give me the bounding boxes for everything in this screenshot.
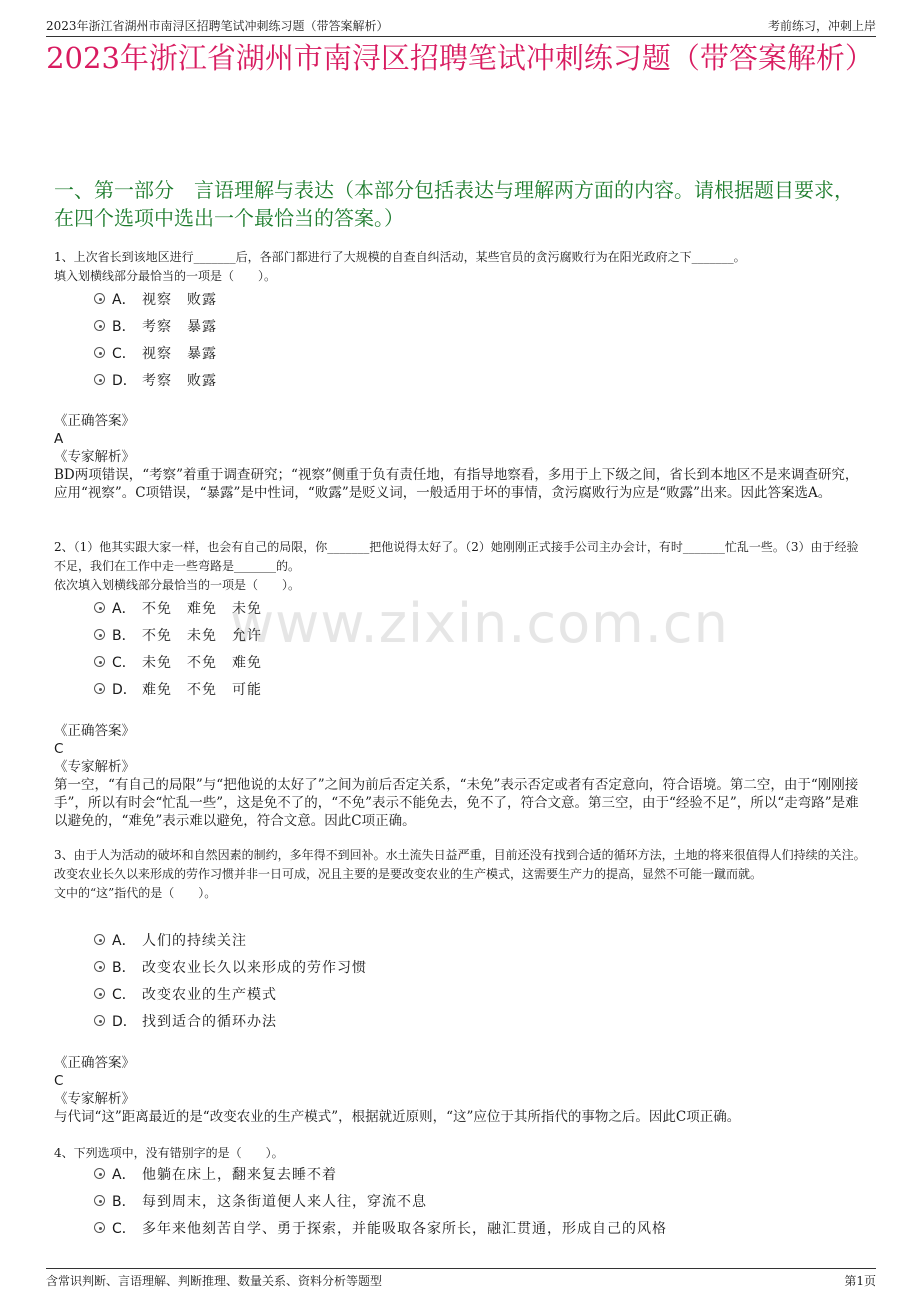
correct-answer: C <box>54 1073 64 1089</box>
analysis-label: 《专家解析》 <box>54 1091 135 1107</box>
options-q1 <box>94 285 854 393</box>
radio-button-icon[interactable] <box>94 1168 105 1179</box>
section-heading: 一、第一部分 言语理解与表达（本部分包括表达与理解两方面的内容。请根据题目要求，在四个选项中选出一个最恰当的答案。） <box>54 178 854 230</box>
radio-button-icon[interactable] <box>94 961 105 972</box>
analysis-text: 与代词“这”距离最近的是“改变农业的生产模式”，根据就近原则，“这”应位于其所指代的事物之后。因此C项正确。 <box>54 1109 741 1125</box>
radio-button-icon[interactable] <box>94 602 105 613</box>
option-c[interactable]: C． 改变农业的生产模式 <box>94 980 854 1007</box>
question-stem: 3、由于人为活动的破坏和自然因素的制约，多年得不到回补。水土流失日益严重，目前还没有找到合适的循环方法，土地的将来很值得人们持续的关注。改变农业长久以来形成的劳作习惯并非一日可成，况且主要的是要改变农业的生产模式，这需要生产力的提高，显然不可能一蹴而就。 <box>54 848 866 881</box>
radio-button-icon[interactable] <box>94 934 105 945</box>
footer-topics: 含常识判断、言语理解、判断推理、数量关系、资料分析等题型 <box>46 1274 383 1288</box>
answer-block-2 <box>54 722 866 830</box>
option-b[interactable]: B． 不免 未免 允许 <box>94 621 854 648</box>
radio-button-icon[interactable] <box>94 1195 105 1206</box>
option-c[interactable]: C． 多年来他刻苦自学、勇于探索，并能吸取各家所长，融汇贯通，形成自己的风格 <box>94 1214 854 1241</box>
page-number: 第1页 <box>844 1274 876 1288</box>
question-prompt: 依次填入划横线部分最恰当的一项是（ ）。 <box>54 578 301 592</box>
answer-label: 《正确答案》 <box>54 1055 135 1071</box>
question-stem: 4、下列选项中，没有错别字的是（ ）。 <box>54 1146 284 1160</box>
option-a[interactable]: A． 他躺在床上，翻来复去睡不着 <box>94 1160 854 1187</box>
answer-label: 《正确答案》 <box>54 413 135 429</box>
analysis-label: 《专家解析》 <box>54 449 135 465</box>
radio-button-icon[interactable] <box>94 1222 105 1233</box>
answer-block-3 <box>54 1054 866 1126</box>
analysis-text: 第一空，“有自己的局限”与“把他说的太好了”之间为前后否定关系，“未免”表示否定或者有否定意向，符合语境。第二空，由于“刚刚接手”，所以有时会“忙乱一些”，这是免不了的，“不免”表示不能免去，免不了，符合文意。第三空，由于“经验不足”，所以“走弯路”是难以避免的，“难免”表示难以避免，符合文意。因此C项正确。 <box>54 777 859 829</box>
question-prompt: 文中的“这”指代的是（ ）。 <box>54 886 217 900</box>
radio-button-icon[interactable] <box>94 988 105 999</box>
option-d[interactable]: D． 难免 不免 可能 <box>94 675 854 702</box>
watermark: www.zixin.com.cn <box>230 592 729 655</box>
radio-button-icon[interactable] <box>94 656 105 667</box>
question-prompt: 填入划横线部分最恰当的一项是（ ）。 <box>54 269 277 283</box>
option-a[interactable]: A． 人们的持续关注 <box>94 926 854 953</box>
question-stem: 1、上次省长到该地区进行_______后，各部门都进行了大规模的自查自纠活动，某些官员的贪污腐败行为在阳光政府之下_______。 <box>54 250 746 264</box>
radio-button-icon[interactable] <box>94 347 105 358</box>
answer-block-1 <box>54 412 866 502</box>
options-q2 <box>94 594 854 702</box>
option-a[interactable]: A． 视察 败露 <box>94 285 854 312</box>
header-doc-title: 2023年浙江省湖州市南浔区招聘笔试冲刺练习题（带答案解析） <box>46 19 389 33</box>
option-b[interactable]: B． 改变农业长久以来形成的劳作习惯 <box>94 953 854 980</box>
question-3 <box>54 846 866 903</box>
radio-button-icon[interactable] <box>94 1015 105 1026</box>
radio-button-icon[interactable] <box>94 683 105 694</box>
option-a[interactable]: A． 不免 难免 未免 <box>94 594 854 621</box>
page-footer <box>46 1268 876 1289</box>
header-slogan: 考前练习，冲刺上岸 <box>767 19 876 33</box>
options-q4 <box>94 1160 854 1241</box>
question-2 <box>54 538 866 595</box>
correct-answer: C <box>54 741 64 757</box>
question-1 <box>54 248 866 286</box>
option-b[interactable]: B． 考察 暴露 <box>94 312 854 339</box>
page-header <box>46 12 876 37</box>
answer-label: 《正确答案》 <box>54 723 135 739</box>
option-d[interactable]: D． 考察 败露 <box>94 366 854 393</box>
analysis-label: 《专家解析》 <box>54 759 135 775</box>
radio-button-icon[interactable] <box>94 629 105 640</box>
radio-button-icon[interactable] <box>94 320 105 331</box>
radio-button-icon[interactable] <box>94 374 105 385</box>
question-stem: 2、（1）他其实跟大家一样，也会有自己的局限，你_______把他说得太好了。（2）她刚刚正式接手公司主办会计，有时_______忙乱一些。（3）由于经验不足，我们在工作中走一些弯路是_______的。 <box>54 540 859 573</box>
option-b[interactable]: B． 每到周末，这条街道便人来人往，穿流不息 <box>94 1187 854 1214</box>
analysis-text: BD两项错误，“考察”着重于调查研究；“视察”侧重于负有责任地，有指导地察看，多用于上下级之间，省长到本地区不是来调查研究，应用“视察”。C项错误，“暴露”是中性词，“败露”是贬义词，一般适用于坏的事情，贪污腐败行为应是“败露”出来。因此答案选A。 <box>54 467 859 501</box>
option-c[interactable]: C． 视察 暴露 <box>94 339 854 366</box>
correct-answer: A <box>54 431 64 447</box>
option-c[interactable]: C． 未免 不免 难免 <box>94 648 854 675</box>
option-d[interactable]: D． 找到适合的循环办法 <box>94 1007 854 1034</box>
document-title: 2023年浙江省湖州市南浔区招聘笔试冲刺练习题（带答案解析） <box>46 41 874 75</box>
radio-button-icon[interactable] <box>94 293 105 304</box>
options-q3 <box>94 926 854 1034</box>
